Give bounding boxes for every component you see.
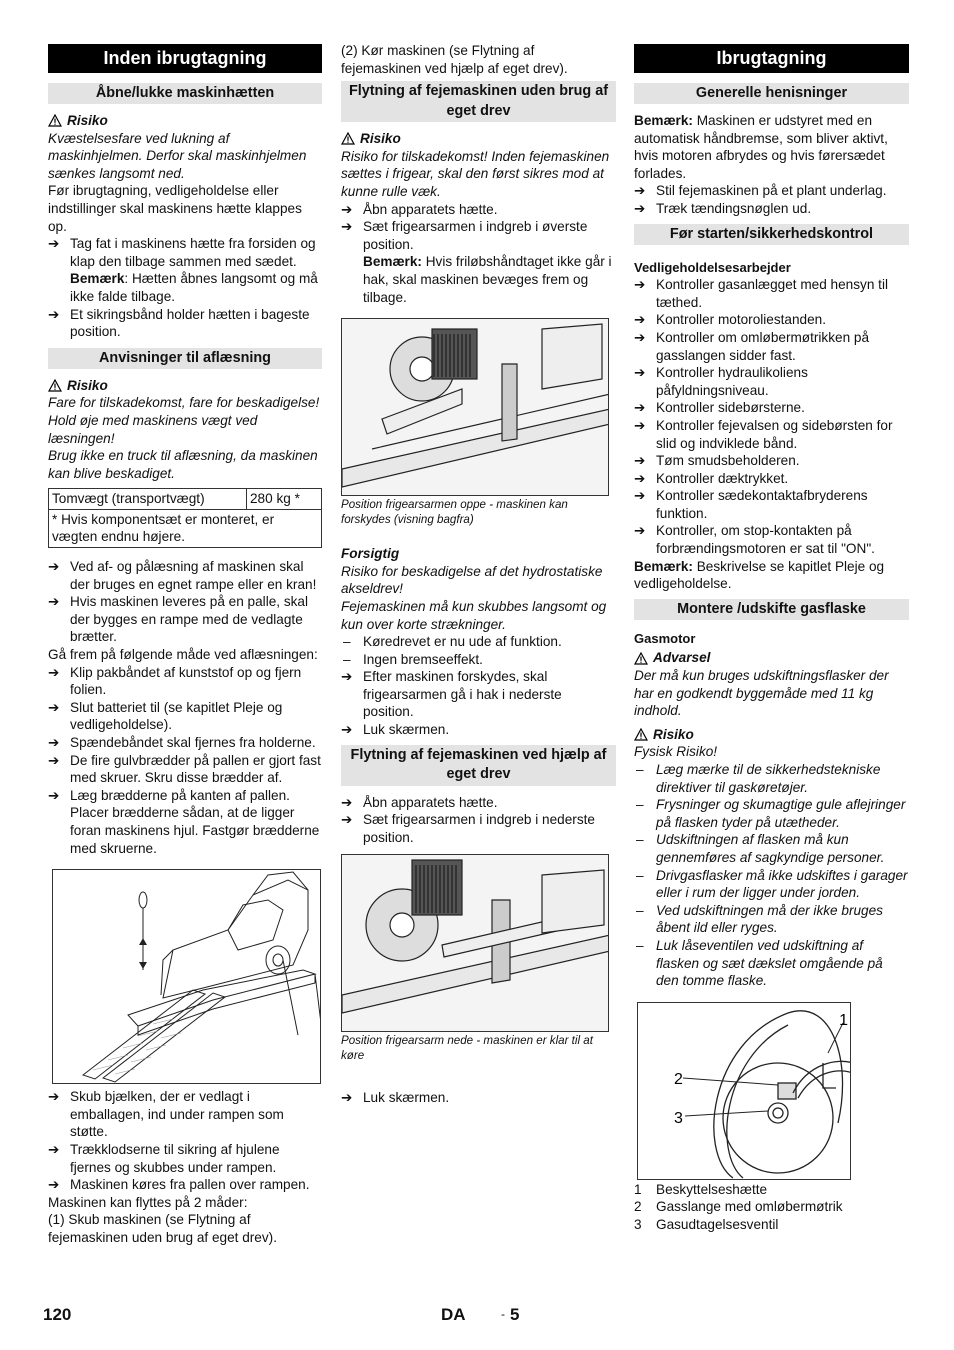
callout-label: 2 bbox=[674, 1070, 683, 1088]
dash-bullet: – bbox=[636, 797, 644, 813]
item-text: Tag fat i maskinens hætte fra forsiden og klap den tilbage sammen med sædet. bbox=[70, 236, 316, 269]
item-text: Luk låseventilen ved udskiftning af flasken og sæt dækslet omgående på den tomme flaske. bbox=[656, 937, 883, 989]
item-text: Læg mærke til de sikkerhedstekniske direktiver til gaskøretøjer. bbox=[656, 762, 881, 795]
warning-heading bbox=[634, 649, 909, 667]
caution-label: Forsigtig bbox=[341, 546, 400, 562]
risk-text: Fysisk Risiko! bbox=[634, 744, 718, 760]
list-item bbox=[48, 787, 322, 857]
item-text: Trækklodserne til sikring af hjulene fjernes og skubbes under rampen. bbox=[70, 1141, 280, 1175]
list-item bbox=[48, 306, 322, 341]
list-item bbox=[634, 182, 909, 200]
subsection-heading: Åbne/lukke maskinhætten bbox=[48, 83, 322, 104]
legend-text: Beskyttelseshætte bbox=[656, 1181, 768, 1197]
note-label: Bemærk: bbox=[634, 558, 693, 574]
risk-text: Kvæstelsesfare ved lukning af maskinhjelmen. Derfor skal maskinhjelmen sænkes langsomt ned. bbox=[48, 130, 307, 181]
subheading: Vedligeholdelsesarbejder bbox=[634, 259, 791, 275]
paragraph: Maskinen kan flyttes på 2 måder: bbox=[48, 1194, 248, 1210]
list-item bbox=[48, 734, 322, 752]
risk-text: Brug ikke en truck til aflæsning, da maskinen kan blive beskadiget. bbox=[48, 448, 318, 481]
warning-triangle-icon bbox=[634, 728, 648, 741]
arrow-right-icon: ➔ bbox=[341, 201, 353, 217]
item-text: Læg brædderne på kanten af pallen. Placer brædderne sådan, at de ligger foran maskinens hjul. Fastgør brædderne med skruerne. bbox=[70, 787, 320, 856]
list-item bbox=[48, 235, 322, 305]
warning-label: Advarsel bbox=[653, 650, 711, 666]
risk-list bbox=[634, 761, 909, 990]
note-text: Beskrivelse se kapitlet Pleje og vedligeholdelse. bbox=[634, 558, 885, 592]
subsection-heading: Generelle henisninger bbox=[634, 83, 909, 104]
list-item bbox=[341, 651, 616, 669]
paragraph bbox=[634, 112, 909, 182]
subsection-heading: Før starten/sikkerhedskontrol bbox=[634, 224, 909, 245]
paragraph: Før ibrugtagning, vedligeholdelse eller indstillinger skal maskinens hætte klappes op. bbox=[48, 183, 302, 234]
weight-table bbox=[48, 488, 322, 548]
arrow-right-icon: ➔ bbox=[634, 453, 646, 469]
freewheel-up-photo bbox=[341, 318, 609, 496]
legend-number: 2 bbox=[634, 1199, 642, 1215]
callout-label: 3 bbox=[674, 1109, 683, 1127]
language-code: DA bbox=[441, 1305, 466, 1324]
arrow-right-icon: ➔ bbox=[48, 664, 60, 680]
list-item bbox=[341, 633, 616, 651]
item-text: Sæt frigearsarmen i indgreb i øverste position. bbox=[363, 219, 588, 252]
arrow-right-icon: ➔ bbox=[48, 752, 60, 768]
check-list bbox=[634, 276, 909, 558]
warning-text: Der må kun bruges udskiftningsflasker der har en godkendt byggemåde med 11 kg indhold. bbox=[634, 668, 889, 719]
list-item bbox=[634, 452, 909, 470]
item-text: Et sikringsbånd holder hætten i bageste position. bbox=[70, 306, 310, 340]
arrow-right-icon: ➔ bbox=[634, 312, 646, 328]
machine-on-pallet-drawing bbox=[53, 870, 321, 1084]
item-text: Udskiftningen af flasken må kun gennemføres af sagkyndige personer. bbox=[656, 832, 885, 865]
arrow-right-icon: ➔ bbox=[48, 735, 60, 750]
list-item bbox=[48, 1141, 322, 1176]
list-item bbox=[48, 664, 322, 699]
list-item bbox=[634, 311, 909, 329]
warning-triangle-icon bbox=[341, 132, 355, 145]
list-item bbox=[634, 470, 909, 488]
arrow-right-icon: ➔ bbox=[634, 400, 646, 416]
risk-heading bbox=[634, 726, 909, 744]
dash-bullet: – bbox=[343, 634, 351, 650]
arrow-right-icon: ➔ bbox=[341, 669, 353, 685]
section-title: Ibrugtagning bbox=[634, 44, 909, 73]
risk-heading bbox=[341, 130, 616, 148]
item-text: Kontroller sidebørsterne. bbox=[656, 400, 805, 416]
arrow-right-icon: ➔ bbox=[341, 1090, 353, 1106]
list-item bbox=[634, 329, 909, 364]
list-item bbox=[634, 902, 909, 937]
paragraph: (2) Kør maskinen (se Flytning af fejemaskinen ved hjælp af eget drev). bbox=[341, 43, 568, 76]
dash-bullet: – bbox=[343, 651, 351, 667]
arrow-right-icon: ➔ bbox=[634, 183, 646, 199]
figure-caption: Position frigearsarmen oppe - maskinen kan forskydes (visning bagfra) bbox=[341, 498, 568, 527]
item-text: Åbn apparatets hætte. bbox=[363, 201, 498, 217]
freewheel-lever-up-drawing bbox=[342, 319, 609, 496]
arrow-right-icon: ➔ bbox=[341, 722, 353, 738]
legend-number: 3 bbox=[634, 1216, 642, 1232]
item-text: Kontroller hydraulikoliens påfyldningsniveau. bbox=[656, 365, 808, 398]
risk-text: Fare for tilskadekomst, fare for beskadigelse! Hold øje med maskinens vægt ved læsningen! bbox=[48, 395, 320, 446]
dash-bullet: – bbox=[636, 762, 644, 777]
legend-number: 1 bbox=[634, 1181, 642, 1197]
subsection-heading: Anvisninger til aflæsning bbox=[48, 348, 322, 369]
caution-heading bbox=[341, 545, 616, 563]
risk-text: Risiko for tilskadekomst! Inden fejemaskinen sættes i frigear, skal den først sikres mod at kunne rulle væk. bbox=[341, 148, 610, 199]
risk-heading bbox=[48, 377, 322, 395]
item-text: Kontroller motoroliestanden. bbox=[656, 312, 827, 328]
list-item bbox=[48, 1176, 322, 1194]
risk-label: Risiko bbox=[653, 726, 694, 742]
legend-item bbox=[634, 1198, 909, 1216]
footer-separator: - bbox=[501, 1307, 505, 1321]
list-item bbox=[341, 218, 616, 306]
table-cell: 280 kg * bbox=[247, 489, 322, 510]
legend-text: Gasudtagelsesventil bbox=[656, 1216, 779, 1232]
item-text: Klip pakbåndet af kunststof op og fjern folien. bbox=[70, 664, 302, 698]
list-item bbox=[634, 937, 909, 990]
dash-bullet: – bbox=[636, 832, 644, 848]
note-label: Bemærk: bbox=[634, 113, 693, 128]
warning-triangle-icon bbox=[634, 652, 648, 665]
arrow-right-icon: ➔ bbox=[634, 470, 646, 486]
paragraph: (1) Skub maskinen (se Flytning af fejemaskinen uden brug af eget drev). bbox=[48, 1212, 277, 1245]
legend-item bbox=[634, 1181, 909, 1199]
arrow-right-icon: ➔ bbox=[341, 219, 353, 235]
item-text: Frysninger og skumagtige gule aflejringer på flasken tyder på utætheder. bbox=[656, 797, 906, 830]
ramp-illustration bbox=[52, 869, 321, 1084]
arrow-right-icon: ➔ bbox=[48, 1141, 60, 1157]
column-2 bbox=[341, 42, 616, 1107]
item-text: Drivgasflasker må ikke udskiftes i garager eller i rum der ligger under jorden. bbox=[656, 867, 908, 901]
item-text: Kontroller fejevalsen og sidebørsten for slid og indviklede bånd. bbox=[656, 417, 893, 451]
list-item bbox=[341, 668, 616, 721]
arrow-right-icon: ➔ bbox=[341, 812, 353, 828]
list-item bbox=[634, 522, 909, 557]
figure-legend bbox=[634, 1181, 909, 1234]
item-text: Ved af- og pålæsning af maskinen skal der bruges en egnet rampe eller en kran! bbox=[70, 559, 317, 592]
freewheel-lever-down-drawing bbox=[342, 855, 609, 1032]
arrow-right-icon: ➔ bbox=[634, 417, 646, 433]
arrow-right-icon: ➔ bbox=[634, 523, 646, 539]
column-3 bbox=[634, 44, 909, 1234]
list-item bbox=[48, 593, 322, 646]
arrow-right-icon: ➔ bbox=[48, 1089, 60, 1105]
list-item bbox=[341, 721, 616, 739]
item-text: Kontroller gasanlægget med hensyn til tæthed. bbox=[656, 277, 888, 310]
risk-label: Risiko bbox=[67, 113, 108, 128]
chapter-page-number: 5 bbox=[510, 1305, 520, 1324]
subheading: Gasmotor bbox=[634, 630, 696, 646]
list-item bbox=[341, 794, 616, 812]
item-text: Kontroller om omløbermøtrikken på gasslangen sidder fast. bbox=[656, 329, 870, 363]
dash-bullet: – bbox=[636, 937, 644, 953]
list-item bbox=[634, 487, 909, 522]
list-item bbox=[48, 699, 322, 734]
arrow-right-icon: ➔ bbox=[48, 306, 60, 322]
item-text: Slut batteriet til (se kapitlet Pleje og vedligeholdelse). bbox=[70, 699, 283, 733]
page-number: 120 bbox=[43, 1305, 72, 1324]
gas-bottle-drawing bbox=[638, 1003, 851, 1180]
list-item bbox=[341, 1089, 616, 1107]
arrow-right-icon: ➔ bbox=[48, 236, 60, 252]
column-1 bbox=[48, 44, 322, 1247]
subsection-heading: Flytning af fejemaskinen uden brug af eget drev bbox=[341, 81, 616, 122]
note-label: Bemærk bbox=[70, 271, 125, 287]
arrow-right-icon: ➔ bbox=[341, 794, 353, 810]
paragraph bbox=[634, 558, 909, 593]
list-item bbox=[48, 752, 322, 787]
item-text: Luk skærmen. bbox=[363, 1090, 450, 1106]
warning-triangle-icon bbox=[48, 379, 62, 392]
caution-text: Risiko for beskadigelse af det hydrostatiske akseldrev! bbox=[341, 563, 603, 597]
figure-caption: Position frigearsarm nede - maskinen er klar til at køre bbox=[341, 1034, 593, 1063]
list-item bbox=[634, 200, 909, 218]
table-cell: * Hvis komponentsæt er monteret, er vægten endnu højere. bbox=[49, 509, 322, 547]
arrow-right-icon: ➔ bbox=[634, 277, 646, 293]
item-text: Stil fejemaskinen på et plant underlag. bbox=[656, 183, 887, 199]
item-text: Spændebåndet skal fjernes fra holderne. bbox=[70, 735, 316, 750]
item-text: Kontroller sædekontaktafbryderens funktion. bbox=[656, 488, 868, 521]
arrow-right-icon: ➔ bbox=[634, 488, 646, 504]
subsection-heading: Montere /udskifte gasflaske bbox=[634, 599, 909, 620]
dash-bullet: – bbox=[636, 867, 644, 883]
item-text: Tøm smudsbeholderen. bbox=[656, 453, 800, 469]
list-item bbox=[341, 811, 616, 846]
item-text: Skub bjælken, der er vedlagt i emballagen, ind under rampen som støtte. bbox=[70, 1089, 284, 1140]
list-item bbox=[634, 761, 909, 796]
list-item bbox=[634, 417, 909, 452]
item-text: Ingen bremseeffekt. bbox=[363, 651, 483, 667]
note-text: Hvis friløbshåndtaget ikke går i hak, skal maskinen bevæges frem og tilbage. bbox=[363, 254, 612, 305]
item-text: Køredrevet er nu ude af funktion. bbox=[363, 634, 562, 650]
gas-bottle-figure bbox=[637, 1002, 851, 1180]
caution-text: Fejemaskinen må kun skubbes langsomt og kun over korte strækninger. bbox=[341, 598, 607, 632]
legend-item bbox=[634, 1216, 909, 1234]
item-text: Hvis maskinen leveres på en palle, skal der bygges en rampe med de vedlagte brætter. bbox=[70, 594, 309, 645]
arrow-right-icon: ➔ bbox=[634, 200, 646, 216]
list-item bbox=[634, 831, 909, 866]
arrow-right-icon: ➔ bbox=[48, 787, 60, 803]
note-text: : Hætten åbnes langsomt og må ikke falde tilbage. bbox=[70, 271, 318, 304]
arrow-right-icon: ➔ bbox=[634, 329, 646, 345]
item-text: Ved udskiftningen må der ikke bruges åbent ild eller ryges. bbox=[656, 902, 883, 936]
list-item bbox=[634, 399, 909, 417]
risk-label: Risiko bbox=[360, 131, 401, 147]
arrow-right-icon: ➔ bbox=[48, 699, 60, 715]
paragraph: Gå frem på følgende måde ved aflæsningen: bbox=[48, 647, 318, 663]
callout-label: 1 bbox=[839, 1011, 848, 1029]
table-cell: Tomvægt (transportvægt) bbox=[49, 489, 247, 510]
item-text: Efter maskinen forskydes, skal frigearsarmen gå i hak i nederste position. bbox=[363, 669, 562, 720]
list-item bbox=[634, 364, 909, 399]
warning-triangle-icon bbox=[48, 114, 62, 127]
list-item bbox=[634, 276, 909, 311]
note-label: Bemærk: bbox=[363, 254, 422, 270]
item-text: Kontroller, om stop-kontakten på forbrændingsmotoren er sat til "ON". bbox=[656, 523, 875, 557]
legend-text: Gasslange med omløbermøtrik bbox=[656, 1199, 843, 1215]
arrow-right-icon: ➔ bbox=[48, 594, 60, 610]
item-text: Sæt frigearsarmen i indgreb i nederste position. bbox=[363, 812, 595, 845]
list-item bbox=[48, 558, 322, 593]
risk-label: Risiko bbox=[67, 377, 108, 393]
item-text: Træk tændingsnøglen ud. bbox=[656, 200, 812, 216]
item-text: De fire gulvbrædder på pallen er gjort fast med skruer. Skru disse brædder af. bbox=[70, 752, 321, 786]
arrow-right-icon: ➔ bbox=[48, 1177, 60, 1193]
section-title: Inden ibrugtagning bbox=[48, 44, 322, 73]
list-item bbox=[634, 867, 909, 902]
item-text: Kontroller dæktrykket. bbox=[656, 470, 789, 486]
risk-heading bbox=[48, 112, 322, 130]
list-item bbox=[634, 796, 909, 831]
subsection-heading: Flytning af fejemaskinen ved hjælp af eget drev bbox=[341, 745, 616, 786]
dash-bullet: – bbox=[636, 902, 644, 918]
list-item bbox=[48, 1088, 322, 1141]
note-text: Maskinen er udstyret med en automatisk håndbremse, som bliver aktivt, hvis motoren afbrydes og hvis førersædet forlades. bbox=[634, 113, 888, 181]
arrow-right-icon: ➔ bbox=[634, 365, 646, 381]
item-text: Åbn apparatets hætte. bbox=[363, 794, 498, 810]
item-text: Luk skærmen. bbox=[363, 722, 450, 738]
freewheel-down-photo bbox=[341, 854, 609, 1032]
list-item bbox=[341, 201, 616, 219]
item-text: Maskinen køres fra pallen over rampen. bbox=[70, 1177, 310, 1193]
arrow-right-icon: ➔ bbox=[48, 559, 60, 575]
